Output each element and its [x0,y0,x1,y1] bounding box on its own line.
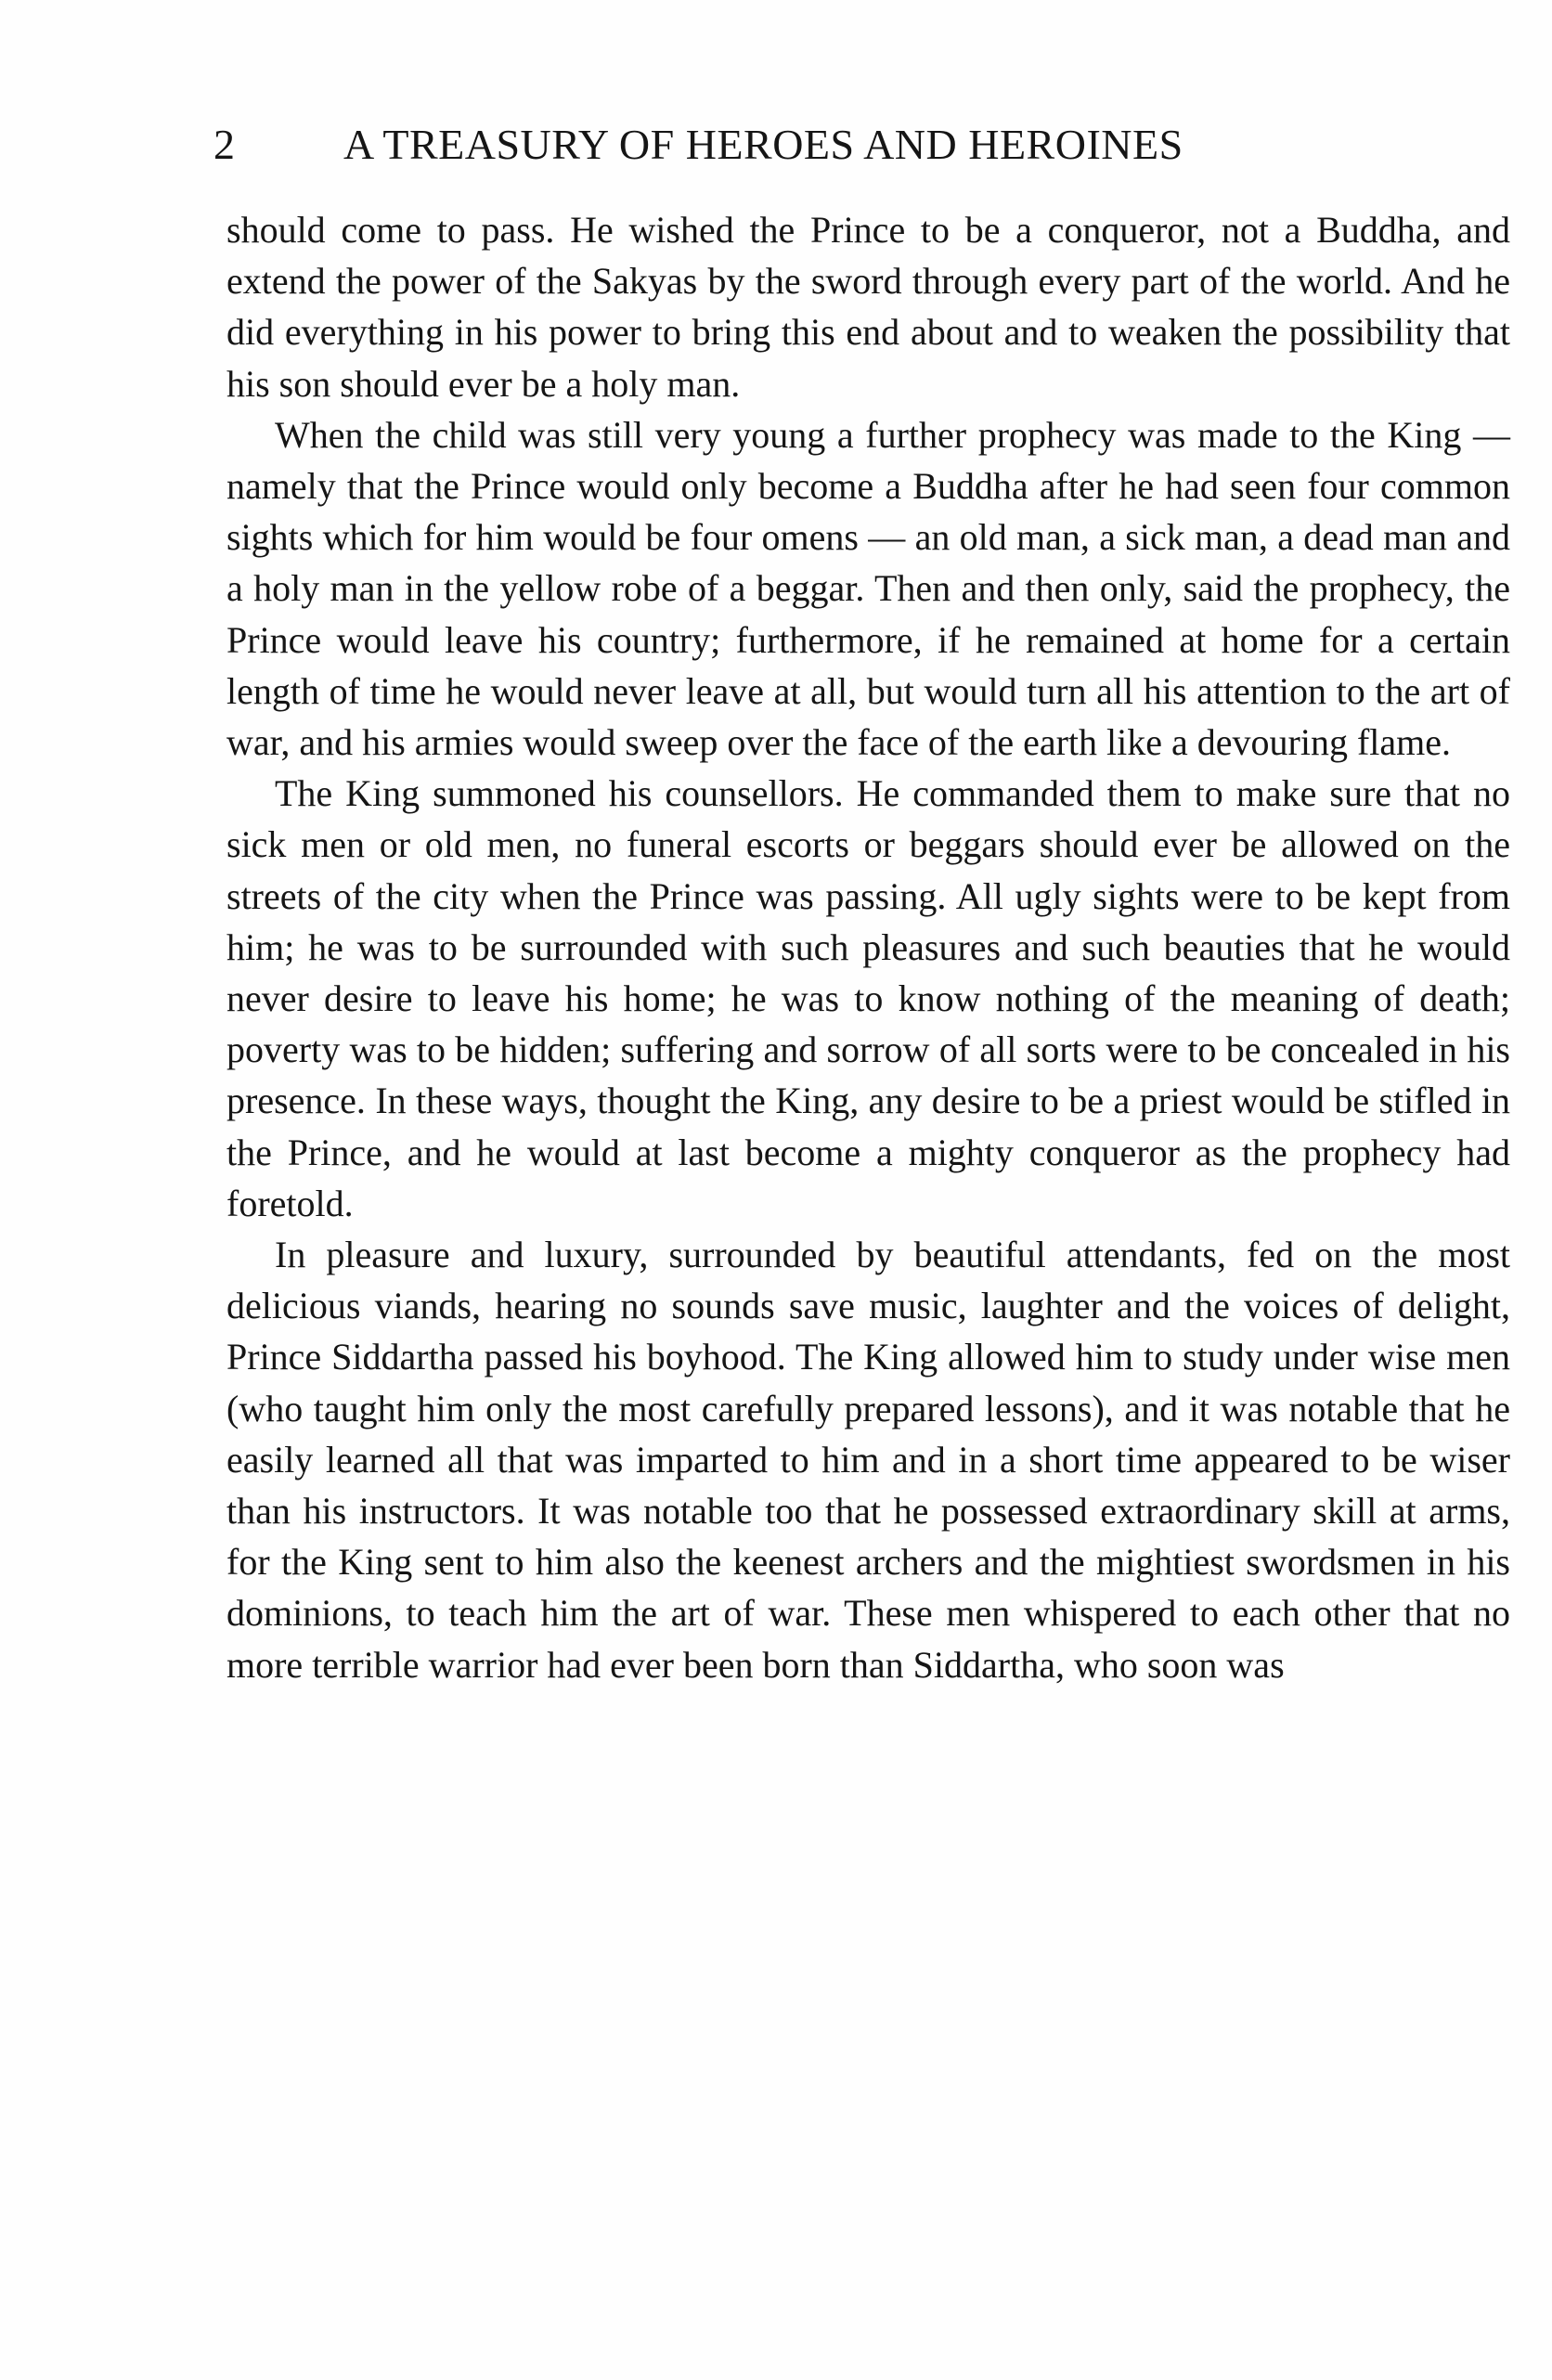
paragraph-2: When the child was still very young a further prophecy was made to the King — namely that the Prince would only become a Buddha after he had seen four common sights which for him would be four omens — an old man, a sick man, a dead man and a holy man in the yellow robe of a beggar. Then and then only, said the prophecy, the Prince would leave his country; furthermore, if he remained at home for a certain length of time he would never leave at all, but would turn all his attention to the art of war, and his armies would sweep over the face of the earth like a devouring flame. [226,413,1510,764]
body-text [226,204,1510,1690]
paragraph-1: should come to pass. He wished the Prince to be a conqueror, not a Buddha, and extend the power of the Sakyas by the sword through every part of the world. And he did everything in his power to bring this end about and to weaken the possibility that his son should ever be a holy man. [226,209,1510,405]
paragraph-3: The King summoned his counsellors. He commanded them to make sure that no sick men or old men, no funeral escorts or beggars should ever be allowed on the streets of the city when the Prince was passing. All ugly sights were to be kept from him; he was to be surrounded with such pleasures and such beauties that he would never desire to leave his home; he was to know nothing of the meaning of death; poverty was to be hidden; suffering and sorrow of all sorts were to be concealed in his presence. In these ways, thought the King, any desire to be a priest would be stifled in the Prince, and he would at last become a mighty conqueror as the prophecy had foretold. [226,772,1510,1224]
paragraph-4: In pleasure and luxury, surrounded by beautiful attendants, fed on the most delicious viands, hearing no sounds save music, laughter and the voices of delight, Prince Siddartha passed his boyhood. The King allowed him to study under wise men (who taught him only the most carefully prepared lessons), and it was notable that he easily learned all that was imparted to him and in a short time appeared to be wiser than his instructors. It was notable too that he possessed extraordinary skill at arms, for the King sent to him also the keenest archers and the mightiest swordsmen in his dominions, to teach him the art of war. These men whispered to each other that no more terrible warrior had ever been born than Siddartha, who soon was [226,1234,1510,1686]
page-number: 2 [213,121,235,168]
running-title: A TREASURY OF HEROES AND HEROINES [343,121,1183,168]
running-head [213,117,1513,173]
